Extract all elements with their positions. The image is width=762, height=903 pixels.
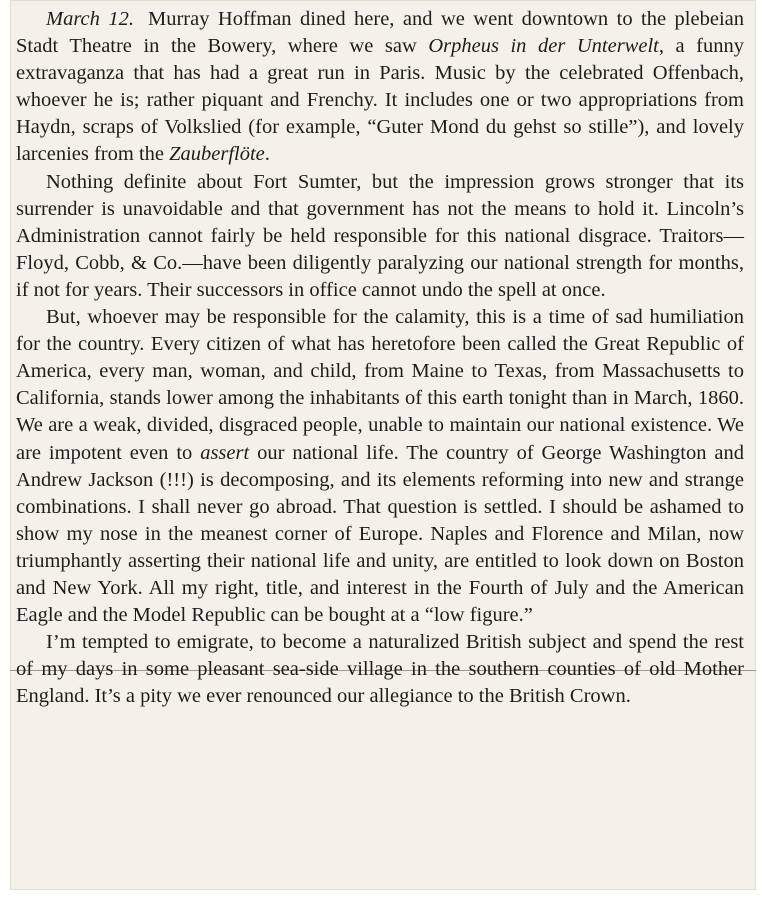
journal-entry xyxy=(16,6,744,710)
emphasis: assert xyxy=(200,441,250,464)
entry-date: March 12. xyxy=(46,8,134,30)
paragraph-emigrate xyxy=(16,629,744,710)
text-segment: Murray Hoffman dined here, and we went downtown to the plebeian Stadt Theatre in the Bowery, where we saw xyxy=(16,8,744,58)
opera-title: Zauberflöte xyxy=(169,143,265,166)
text-segment: . xyxy=(264,143,270,166)
text-segment: , a funny extravaganza that has had a great run in Paris. Music by the celebrated Offenbach, whoever he is; rather piquant and Frenchy. It includes one or two appropriations from Haydn, scraps of Volkslied (for example, “Guter Mond du gehst so stille”), and lovely larcenies from the xyxy=(16,35,744,166)
paragraph-theatre xyxy=(16,6,744,169)
text-segment: But, whoever may be responsible for the calamity, this is a time of sad humiliation for the country. Every citizen of what has heretofore been called the Great Republic of America, every man, woman, and child, from Maine to Texas, from Massachusetts to California, stands lower among the inhabitants of this earth tonight than in March, 1860. We are a weak, divided, disgraced people, unable to maintain our national existence. We are impotent even to xyxy=(16,306,744,464)
opera-title: Orpheus in der Unterwelt xyxy=(428,35,659,58)
text-segment: I’m tempted to emigrate, to become a naturalized British subject and spend the rest of my days in some pleasant sea-side village in the southern counties of old Mother England. It’s a pity we ever renounced our allegiance to the British Crown. xyxy=(16,631,744,708)
text-segment: Nothing definite about Fort Sumter, but the impression grows stronger that its surrender is unavoidable and that government has not the means to hold it. Lincoln’s Administration cannot fairly be held responsible for this national disgrace. Traitors—Floyd, Cobb, & Co.—have been diligently paralyzing our national strength for months, if not for years. Their successors in office cannot undo the spell at once. xyxy=(16,170,744,301)
paragraph-humiliation xyxy=(16,304,744,629)
paragraph-fort-sumter xyxy=(16,169,744,304)
text-segment: our national life. The country of George Washington and Andrew Jackson (!!!) is decomposing, and its elements reforming into new and strange combinations. I shall never go abroad. That question is settled. I should be ashamed to show my nose in the meanest corner of Europe. Naples and Florence and Milan, now triumphantly asserting their national life and unity, are entitled to look down on Boston and New York. All my right, title, and interest in the Fourth of July and the American Eagle and the Model Republic can be bought at a “low figure.” xyxy=(16,441,744,627)
